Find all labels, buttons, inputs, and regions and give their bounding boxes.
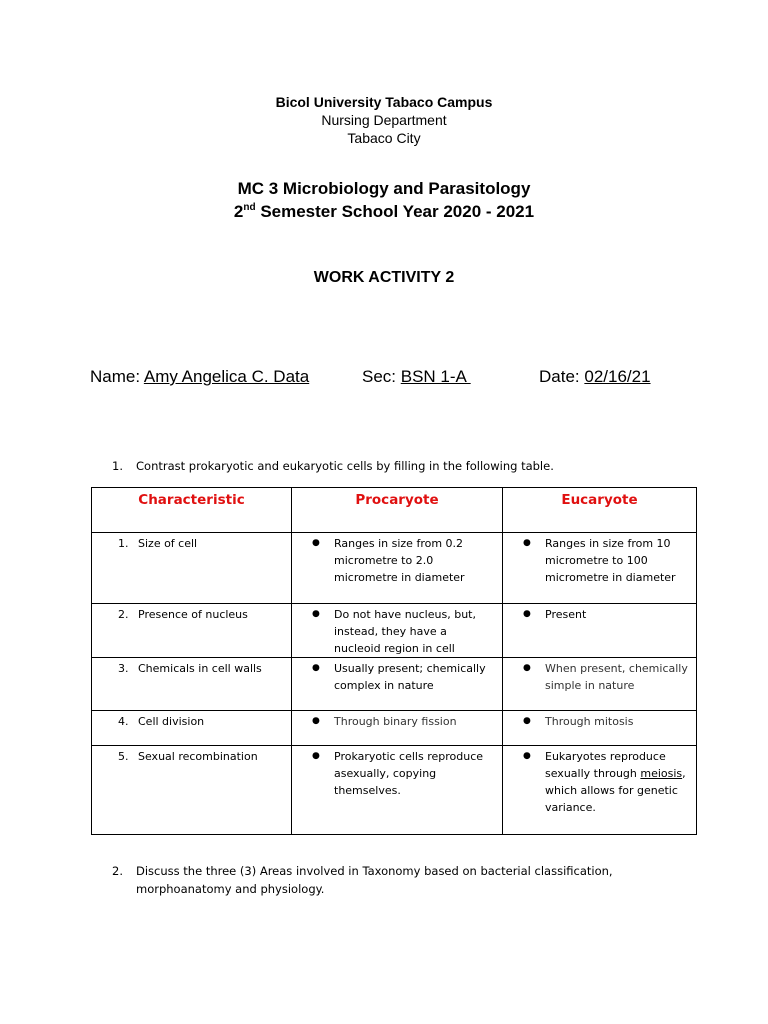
- bullet-icon: ●: [523, 538, 531, 548]
- city-name: Tabaco City: [347, 130, 421, 146]
- semester-suffix: nd: [243, 202, 256, 213]
- department-name: Nursing Department: [321, 112, 447, 128]
- name-label: Name:: [90, 367, 144, 386]
- eucaryote-cell: [503, 658, 697, 711]
- row-number: 3.: [118, 662, 129, 675]
- name-value: Amy Angelica C. Data: [143, 367, 310, 386]
- name-field: [90, 367, 309, 387]
- header-characteristic: Characteristic: [92, 488, 292, 533]
- bullet-icon: ●: [523, 609, 531, 619]
- university-name: Bicol University Tabaco Campus: [275, 94, 493, 110]
- section-field: [362, 367, 471, 387]
- section-label: Sec:: [362, 367, 401, 386]
- eucaryote-text: Ranges in size from 10 micrometre to 100 micrometre in diameter: [545, 537, 676, 584]
- characteristic-cell: [92, 711, 292, 746]
- eucaryote-text-part: Eukaryotes reproduce sexually through: [545, 750, 666, 780]
- procaryote-cell: [292, 711, 503, 746]
- row-number: 5.: [118, 750, 129, 763]
- eucaryote-text: Present: [545, 608, 587, 621]
- header-procaryote: Procaryote: [292, 488, 503, 533]
- bullet-icon: ●: [312, 751, 320, 761]
- characteristic-cell: [92, 533, 292, 604]
- semester-ordinal: 2: [233, 202, 244, 221]
- date-label: Date:: [539, 367, 585, 386]
- characteristic-cell: [92, 604, 292, 658]
- question-number: 2.: [112, 864, 123, 878]
- bullet-icon: ●: [523, 751, 531, 761]
- date-value: 02/16/21: [584, 367, 651, 386]
- course-title: MC 3 Microbiology and Parasitology: [237, 179, 531, 198]
- procaryote-cell: [292, 604, 503, 658]
- table-row: [92, 604, 697, 658]
- eucaryote-text: [545, 748, 688, 816]
- procaryote-text: Usually present; chemically complex in nature: [334, 662, 486, 692]
- eucaryote-cell: [503, 746, 697, 835]
- procaryote-cell: [292, 533, 503, 604]
- bullet-icon: ●: [523, 716, 531, 726]
- eucaryote-cell: [503, 604, 697, 658]
- eucaryote-text: When present, chemically simple in nature: [545, 662, 688, 692]
- question-text: Discuss the three (3) Areas involved in Taxonomy based on bacterial classification, morphoanatomy and physiology.: [136, 864, 613, 896]
- table-row: [92, 746, 697, 835]
- procaryote-text: Ranges in size from 0.2 micrometre to 2.0 micrometre in diameter: [334, 537, 465, 584]
- row-number: 4.: [118, 715, 129, 728]
- procaryote-cell: [292, 746, 503, 835]
- bullet-icon: ●: [312, 663, 320, 673]
- characteristic-text: Cell division: [138, 715, 205, 728]
- procaryote-cell: [292, 658, 503, 711]
- row-number: 1.: [118, 537, 129, 550]
- question-text: Contrast prokaryotic and eukaryotic cells by filling in the following table.: [136, 459, 554, 473]
- characteristic-text: Chemicals in cell walls: [138, 662, 262, 675]
- eucaryote-text: Through mitosis: [545, 715, 634, 728]
- question-2: [112, 862, 672, 902]
- header-eucaryote: Eucaryote: [503, 488, 697, 533]
- eucaryote-text-part: , which allows for genetic variance.: [545, 767, 686, 814]
- procaryote-text: Through binary fission: [334, 715, 457, 728]
- activity-title: WORK ACTIVITY 2: [313, 269, 455, 286]
- eucaryote-cell: [503, 533, 697, 604]
- semester-line: [0, 202, 768, 222]
- characteristic-text: Sexual recombination: [138, 750, 258, 763]
- table-header-row: [92, 488, 697, 533]
- eucaryote-cell: [503, 711, 697, 746]
- characteristic-text: Size of cell: [138, 537, 198, 550]
- semester-rest: Semester School Year 2020 - 2021: [255, 202, 535, 221]
- procaryote-text: Prokaryotic cells reproduce asexually, copying themselves.: [334, 750, 484, 797]
- comparison-table: [91, 487, 697, 835]
- procaryote-text: Do not have nucleus, but, instead, they have a nucleoid region in cell: [334, 608, 476, 655]
- row-number: 2.: [118, 608, 129, 621]
- table-row: [92, 711, 697, 746]
- bullet-icon: ●: [312, 716, 320, 726]
- characteristic-cell: [92, 746, 292, 835]
- table-row: [92, 658, 697, 711]
- bullet-icon: ●: [312, 609, 320, 619]
- table-row: [92, 533, 697, 604]
- question-number: 1.: [112, 459, 123, 473]
- meiosis-link-text: meiosis: [640, 767, 683, 780]
- bullet-icon: ●: [523, 663, 531, 673]
- bullet-icon: ●: [312, 538, 320, 548]
- characteristic-text: Presence of nucleus: [138, 608, 248, 621]
- section-value: BSN 1-A: [400, 367, 471, 386]
- date-field: [539, 367, 651, 387]
- characteristic-cell: [92, 658, 292, 711]
- question-1: [112, 457, 712, 477]
